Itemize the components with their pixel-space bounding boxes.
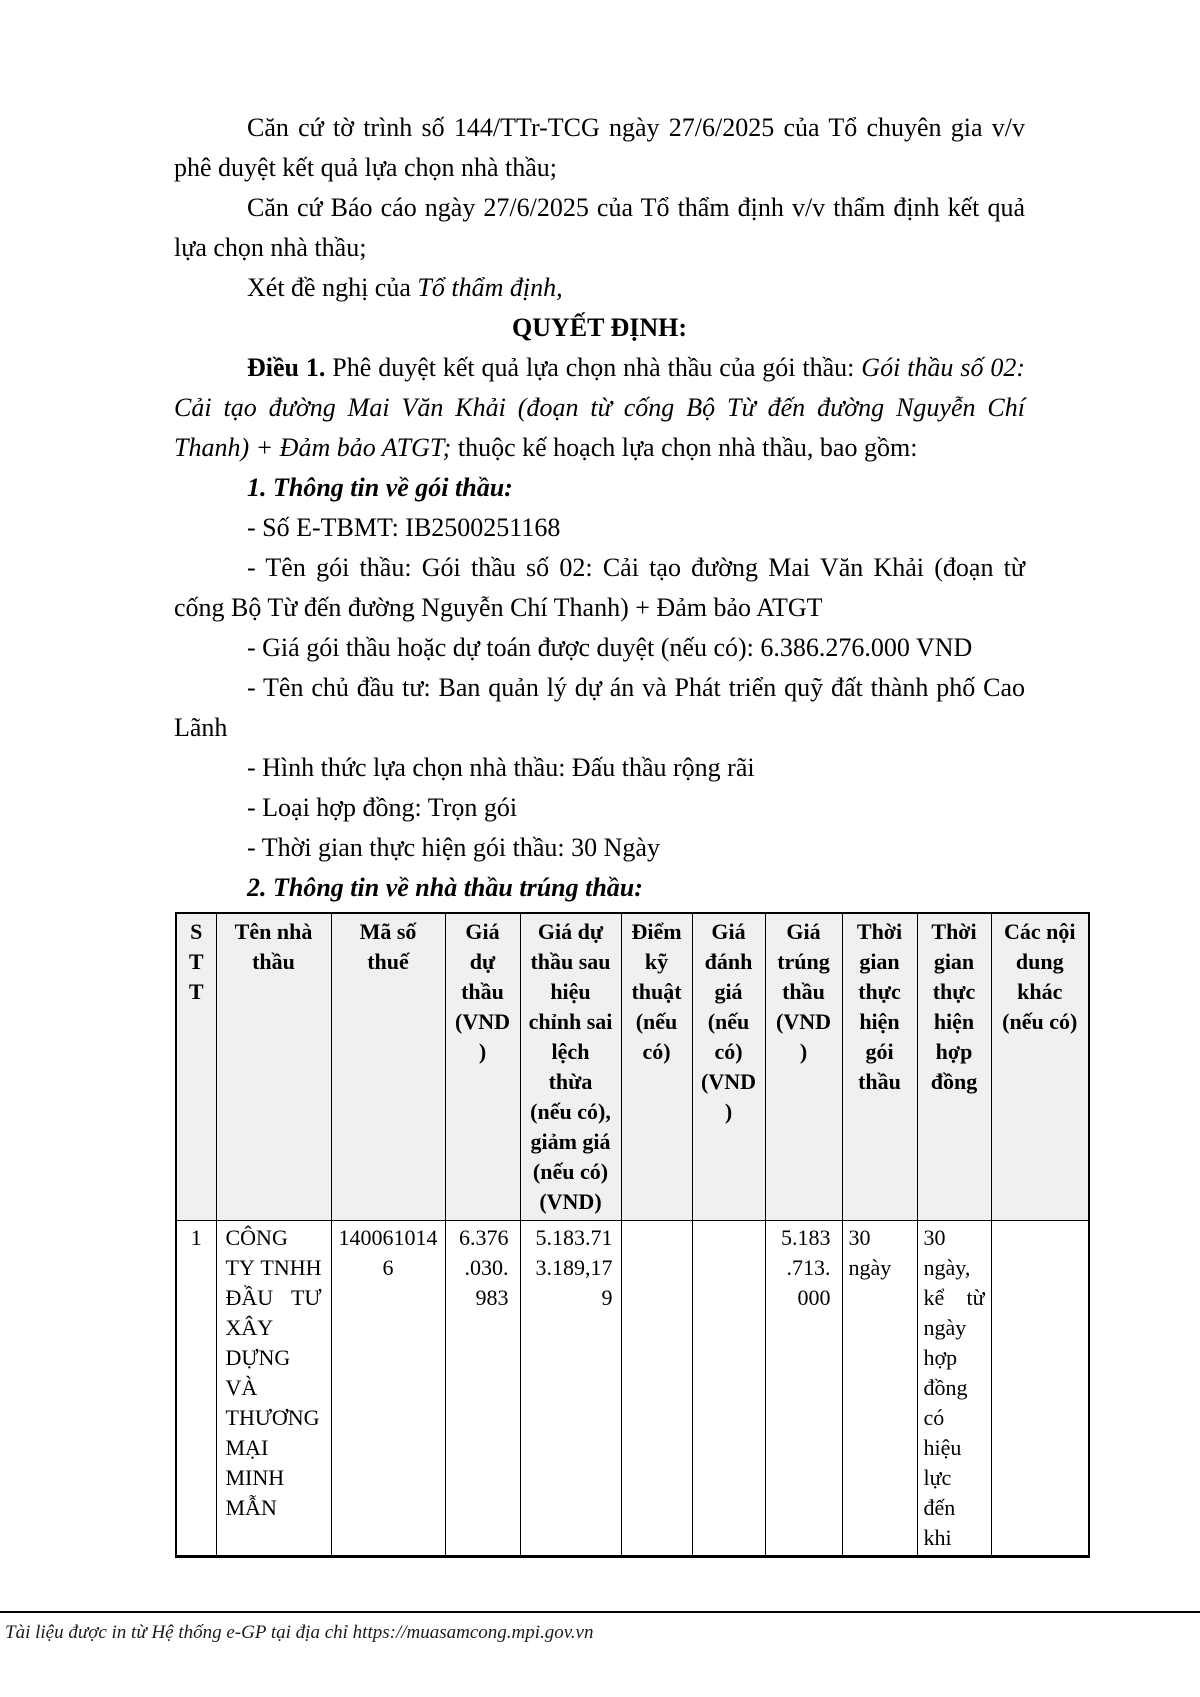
dieu-1-label: Điều 1. <box>247 353 326 382</box>
package-info-item-etbmt: - Số E-TBMT: IB2500251168 <box>247 513 561 542</box>
col-header-contractor-name: Tên nhà thầu <box>216 913 331 1221</box>
paragraph-can-cu-2: Căn cứ Báo cáo ngày 27/6/2025 của Tổ thẩm định v/v thẩm định kết quả lựa chọn nhà thầu; <box>174 193 1025 262</box>
goi-thau-title-italic: Gói thầu số 02: Cải tạo đường Mai Văn Khải (đoạn từ cống Bộ Từ đến đường Nguyễn Chí Thanh) + Đảm bảo ATGT; <box>174 353 1026 462</box>
col-header-contract-duration: Thời gian thực hiện hợp đồng <box>917 913 991 1221</box>
paragraph-can-cu-1: Căn cứ tờ trình số 144/TTr-TCG ngày 27/6/2025 của Tổ chuyên gia v/v phê duyệt kết quả lựa chọn nhà thầu; <box>174 113 1025 182</box>
cell-stt: 1 <box>176 1221 216 1557</box>
xet-de-nghi-italic: Tổ thẩm định, <box>417 273 563 302</box>
xet-de-nghi-text: Xét đề nghị của <box>247 273 418 302</box>
package-info-item-price: - Giá gói thầu hoặc dự toán được duyệt (nếu có): 6.386.276.000 VND <box>247 633 973 662</box>
col-header-bid-price: Giá dự thầu (VND) <box>445 913 520 1221</box>
footer-note: Tài liệu được in từ Hệ thống e-GP tại địa chỉ https://muasamcong.mpi.gov.vn <box>5 1622 594 1643</box>
paragraph-dieu-1 <box>174 348 1025 468</box>
package-info-item-investor: - Tên chủ đầu tư: Ban quản lý dự án và Phát triển quỹ đất thành phố Cao Lãnh <box>174 673 1025 742</box>
col-header-evaluated-price: Giá đánh giá (nếu có) (VND) <box>692 913 765 1221</box>
cell-contract-duration: 30 ngày, kể từ ngày hợp đồng có hiệu lực đến khi <box>917 1221 991 1557</box>
col-header-package-duration: Thời gian thực hiện gói thầu <box>842 913 917 1221</box>
cell-package-duration: 30 ngày <box>842 1221 917 1557</box>
package-info-item-duration: - Thời gian thực hiện gói thầu: 30 Ngày <box>247 833 660 862</box>
package-info-item-contract-type: - Loại hợp đồng: Trọn gói <box>247 793 518 822</box>
decision-heading: QUYẾT ĐỊNH: <box>511 313 688 342</box>
cell-tax-code: 1400610146 <box>331 1221 445 1557</box>
dieu-1-text: Phê duyệt kết quả lựa chọn nhà thầu của gói thầu: <box>325 353 862 382</box>
cell-contractor-name: CÔNG TY TNHH ĐẦU TƯ XÂY DỰNG VÀ THƯƠNG MẠI MINH MẪN <box>216 1221 331 1557</box>
table-header-row <box>176 913 1089 1221</box>
contractor-table <box>175 912 1090 1558</box>
dieu-1-suffix: thuộc kế hoạch lựa chọn nhà thầu, bao gồm: <box>451 433 918 462</box>
col-header-winning-price: Giá trúng thầu (VND) <box>765 913 842 1221</box>
cell-winning-price: 5.183.713.000 <box>765 1221 842 1557</box>
package-info-item-name: - Tên gói thầu: Gói thầu số 02: Cải tạo đường Mai Văn Khải (đoạn từ cống Bộ Từ đến đường Nguyễn Chí Thanh) + Đảm bảo ATGT <box>174 553 1025 622</box>
col-header-technical-score: Điểm kỹ thuật (nếu có) <box>621 913 692 1221</box>
col-header-tax-code: Mã số thuế <box>331 913 445 1221</box>
col-header-stt: STT <box>176 913 216 1221</box>
paragraph-xet-de-nghi <box>174 268 1025 308</box>
cell-evaluated-price <box>692 1221 765 1557</box>
section-2-heading: 2. Thông tin về nhà thầu trúng thầu: <box>247 873 643 902</box>
cell-corrected-bid-price: 5.183.713.189,179 <box>520 1221 621 1557</box>
col-header-other-contents: Các nội dung khác (nếu có) <box>991 913 1089 1221</box>
package-info-item-method: - Hình thức lựa chọn nhà thầu: Đấu thầu rộng rãi <box>247 753 755 782</box>
col-header-corrected-bid-price: Giá dự thầu sau hiệu chỉnh sai lệch thừa (nếu có), giảm giá (nếu có) (VND) <box>520 913 621 1221</box>
table-row <box>176 1221 1089 1557</box>
footer-divider <box>0 1611 1200 1613</box>
cell-technical-score <box>621 1221 692 1557</box>
cell-bid-price: 6.376.030.983 <box>445 1221 520 1557</box>
cell-other-contents <box>991 1221 1089 1557</box>
section-1-heading: 1. Thông tin về gói thầu: <box>247 473 513 502</box>
